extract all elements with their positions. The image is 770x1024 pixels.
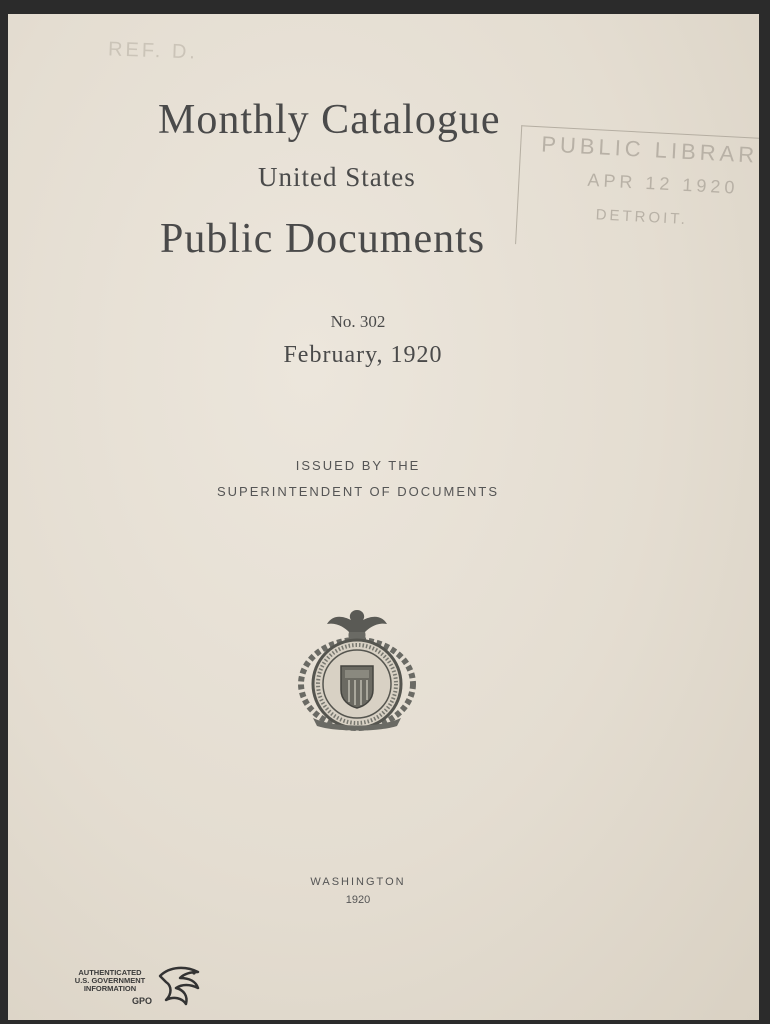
gpo-eagle-logo-icon <box>156 964 206 1014</box>
stamp-city: DETROIT. <box>595 206 689 229</box>
gpo-text-government: U.S. GOVERNMENT <box>74 976 146 985</box>
eagle-seal-icon <box>293 604 421 732</box>
issue-number: No. 302 <box>330 312 386 331</box>
title-public-documents: Public Documents <box>160 216 486 262</box>
library-stamp <box>515 125 759 257</box>
issuer-line: SUPERINTENDENT OF DOCUMENTS <box>217 484 499 499</box>
gpo-text-authenticated: AUTHENTICATED <box>78 968 142 977</box>
stamp-library-name: PUBLIC LIBRAR <box>540 131 759 168</box>
stamp-date: APR 12 1920 <box>587 169 739 198</box>
imprint-year: 1920 <box>345 894 371 906</box>
title-monthly-catalogue: Monthly Catalogue <box>158 97 501 143</box>
issue-date: February, 1920 <box>283 342 443 368</box>
gpo-authentication-badge <box>70 964 220 1016</box>
shelf-mark: REF. D. <box>107 38 199 64</box>
imprint-place: WASHINGTON <box>310 876 406 888</box>
gpo-text-information: INFORMATION <box>83 984 137 993</box>
issued-by-line: ISSUED BY THE <box>295 458 421 473</box>
document-page <box>8 14 759 1020</box>
title-united-states: United States <box>258 162 416 192</box>
gpo-text-gpo: GPO <box>131 996 152 1006</box>
